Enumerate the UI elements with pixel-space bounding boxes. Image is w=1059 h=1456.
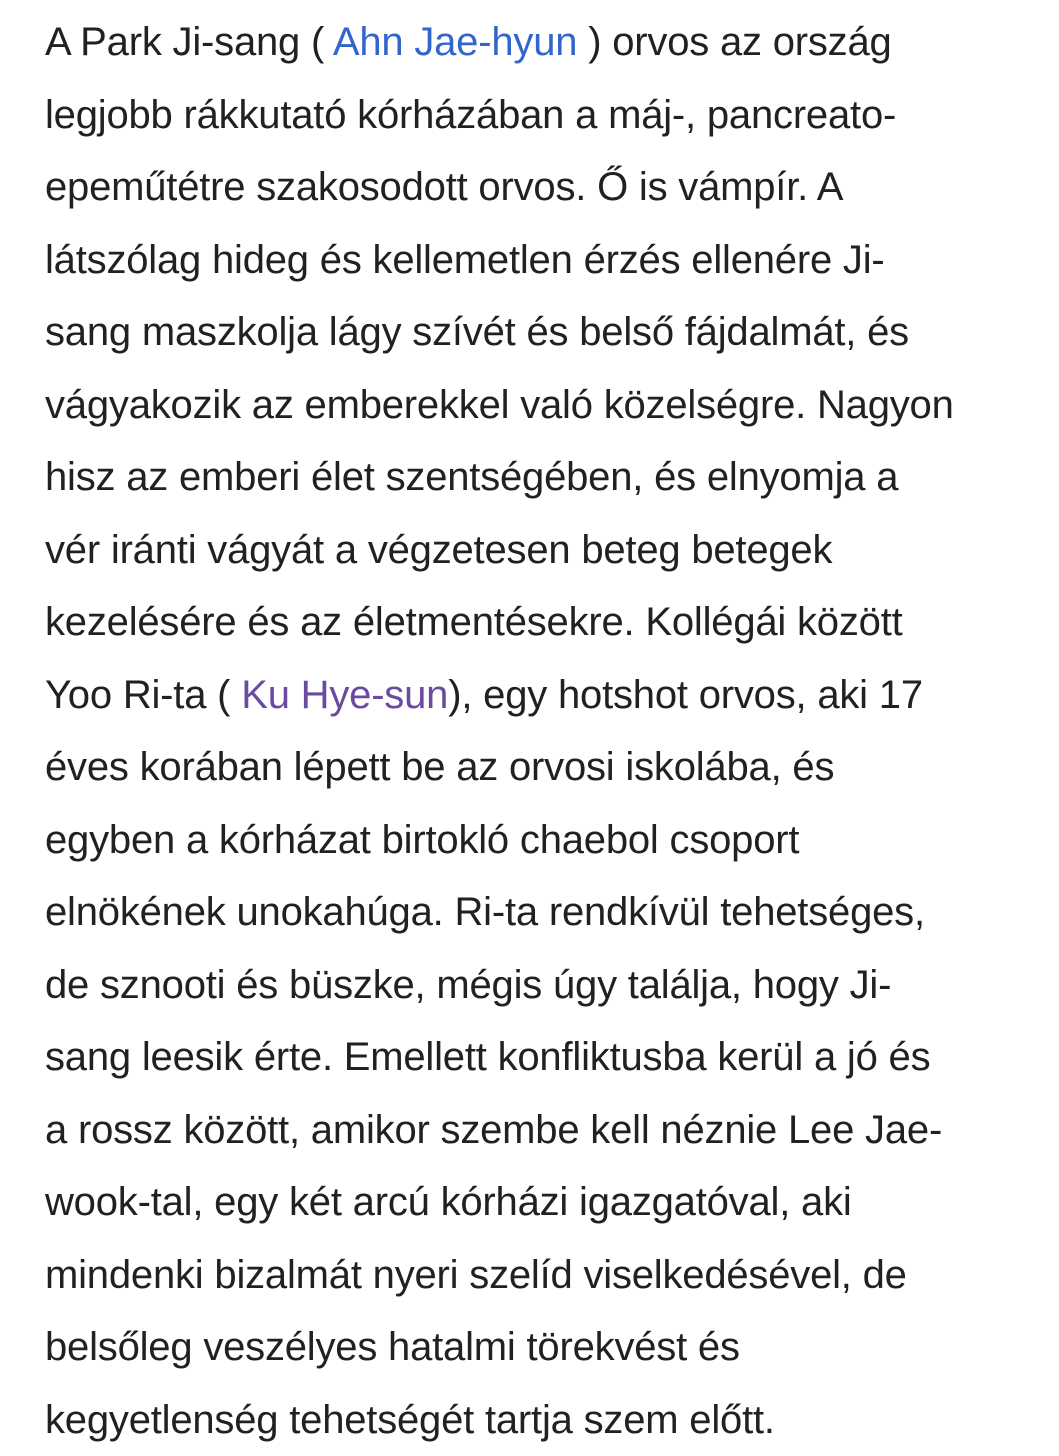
text-segment: mindenki bizalmát nyeri szelíd viselkedésével, de (45, 1253, 907, 1297)
text-segment: egyben a kórházat birtokló chaebol csoport (45, 818, 799, 862)
text-line (45, 1311, 1045, 1384)
text-segment: ) orvos az ország (577, 20, 891, 64)
text-line (45, 6, 1045, 79)
text-segment: epeműtétre szakosodott orvos. Ő is vámpír. A (45, 165, 843, 209)
text-segment: A Park Ji-sang ( (45, 20, 333, 64)
text-segment: legjobb rákkutató kórházában a máj-, pancreato- (45, 93, 896, 137)
text-segment: belsőleg veszélyes hatalmi törekvést és (45, 1325, 740, 1369)
text-segment: a rossz között, amikor szembe kell néznie Lee Jae- (45, 1108, 942, 1152)
text-line (45, 1239, 1045, 1312)
text-line (45, 1384, 1045, 1456)
text-segment: wook-tal, egy két arcú kórházi igazgatóval, aki (45, 1180, 852, 1224)
text-segment: de sznooti és büszke, mégis úgy találja, hogy Ji- (45, 963, 891, 1007)
text-line (45, 79, 1045, 152)
text-line (45, 369, 1045, 442)
link-ahn-jae-hyun[interactable]: Ahn Jae-hyun (333, 20, 577, 64)
article-paragraph (45, 6, 1045, 1456)
text-line (45, 876, 1045, 949)
text-line (45, 659, 1045, 732)
link-ku-hye-sun[interactable]: Ku Hye-sun (241, 673, 448, 717)
text-line (45, 731, 1045, 804)
text-line (45, 296, 1045, 369)
text-segment: hisz az emberi élet szentségében, és elnyomja a (45, 455, 898, 499)
text-line (45, 949, 1045, 1022)
text-segment: Yoo Ri-ta ( (45, 673, 241, 717)
text-segment: ), egy hotshot orvos, aki 17 (448, 673, 923, 717)
text-line (45, 151, 1045, 224)
text-line (45, 514, 1045, 587)
text-segment: kezelésére és az életmentésekre. Kollégái között (45, 600, 903, 644)
text-segment: éves korában lépett be az orvosi iskolába, és (45, 745, 834, 789)
text-line (45, 1166, 1045, 1239)
text-segment: elnökének unokahúga. Ri-ta rendkívül tehetséges, (45, 890, 925, 934)
text-segment: vér iránti vágyát a végzetesen beteg betegek (45, 528, 832, 572)
text-line (45, 1094, 1045, 1167)
text-segment: látszólag hideg és kellemetlen érzés ellenére Ji- (45, 238, 885, 282)
text-line (45, 804, 1045, 877)
text-line (45, 586, 1045, 659)
text-line (45, 224, 1045, 297)
text-segment: vágyakozik az emberekkel való közelségre. Nagyon (45, 383, 954, 427)
text-line (45, 1021, 1045, 1094)
text-segment: sang maszkolja lágy szívét és belső fájdalmát, és (45, 310, 909, 354)
text-segment: kegyetlenség tehetségét tartja szem előtt. (45, 1398, 775, 1442)
text-line (45, 441, 1045, 514)
text-segment: sang leesik érte. Emellett konfliktusba kerül a jó és (45, 1035, 930, 1079)
